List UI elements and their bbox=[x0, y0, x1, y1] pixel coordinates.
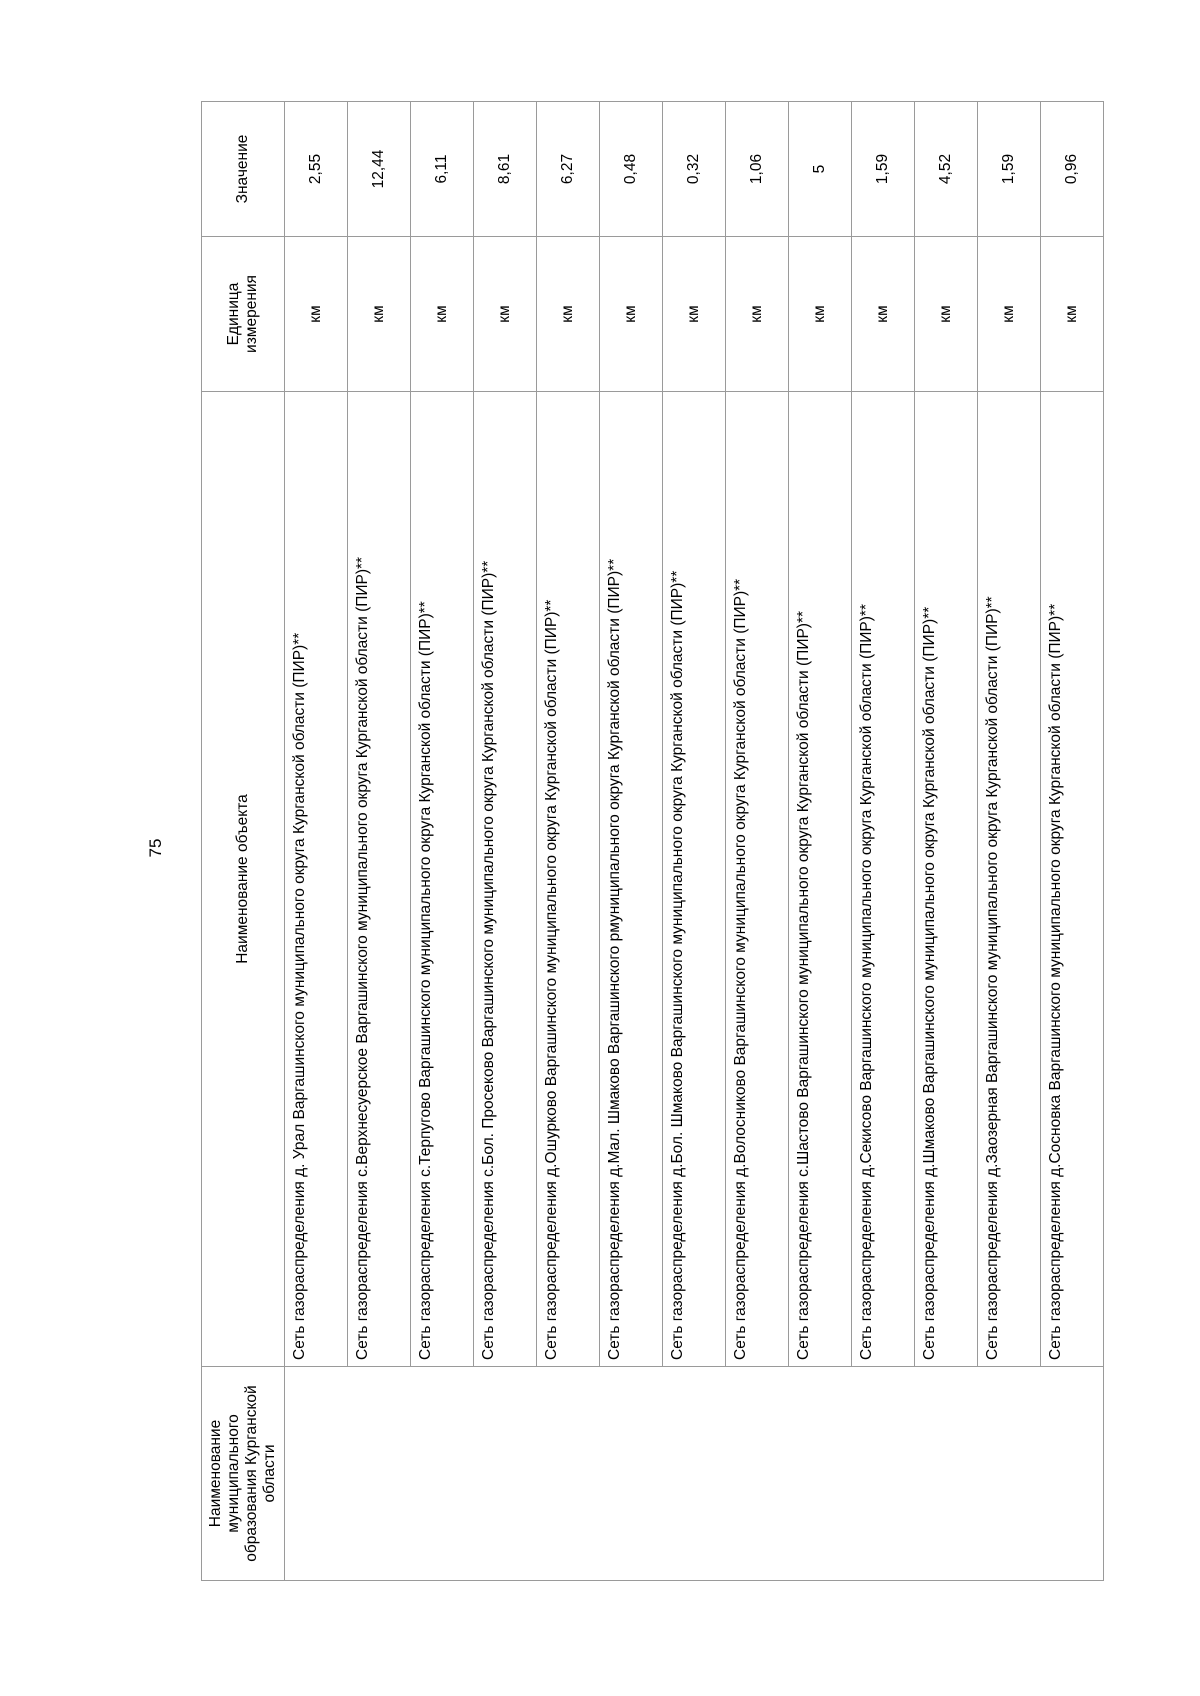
value-cell: 0,96 bbox=[1041, 102, 1104, 237]
object-name-cell: Сеть газораспределения с.Шастово Варгашинского муниципального округа Курганской области (ПИР)** bbox=[789, 392, 852, 1367]
unit-cell: км bbox=[663, 237, 726, 392]
object-name-cell: Сеть газораспределения д.Шмаково Варгашинского муниципального округа Курганской области (ПИР)** bbox=[915, 392, 978, 1367]
table-row bbox=[285, 102, 348, 1581]
objects-table bbox=[201, 101, 1104, 1581]
object-name-cell: Сеть газораспределения д.Ошурково Варгашинского муниципального округа Курганской области (ПИР)** bbox=[537, 392, 600, 1367]
value-cell: 1,06 bbox=[726, 102, 789, 237]
unit-cell: км bbox=[726, 237, 789, 392]
object-name-cell: Сеть газораспределения д.Бол. Шмаково Варгашинского муниципального округа Курганской области (ПИР)** bbox=[663, 392, 726, 1367]
value-cell: 0,48 bbox=[600, 102, 663, 237]
table-row bbox=[726, 102, 789, 1581]
object-name-cell: Сеть газораспределения с.Бол. Просеково Варгашинского муниципального округа Курганской области (ПИР)** bbox=[474, 392, 537, 1367]
object-name-cell: Сеть газораспределения д.Волосниково Варгашинского муниципального округа Курганской области (ПИР)** bbox=[726, 392, 789, 1367]
page-number-text: 75 bbox=[146, 838, 165, 858]
unit-cell: км bbox=[915, 237, 978, 392]
table-row bbox=[537, 102, 600, 1581]
object-name-cell: Сеть газораспределения д. Урал Варгашинского муниципального округа Курганской области (ПИР)** bbox=[285, 392, 348, 1367]
unit-cell: км bbox=[789, 237, 852, 392]
value-cell: 6,11 bbox=[411, 102, 474, 237]
unit-cell: км bbox=[978, 237, 1041, 392]
object-name-cell: Сеть газораспределения д.Заозерная Варгашинского муниципального округа Курганской области (ПИР)** bbox=[978, 392, 1041, 1367]
unit-cell: км bbox=[474, 237, 537, 392]
table-row bbox=[915, 102, 978, 1581]
rotated-table-container bbox=[201, 102, 1104, 1581]
value-cell: 5 bbox=[789, 102, 852, 237]
header-value: Значение bbox=[202, 102, 285, 237]
unit-cell: км bbox=[852, 237, 915, 392]
value-cell: 4,52 bbox=[915, 102, 978, 237]
unit-cell: км bbox=[348, 237, 411, 392]
table-row bbox=[1041, 102, 1104, 1581]
table-row bbox=[663, 102, 726, 1581]
unit-cell: км bbox=[1041, 237, 1104, 392]
unit-cell: км bbox=[537, 237, 600, 392]
object-name-cell: Сеть газораспределения с.Терпугово Варгашинского муниципального округа Курганской области (ПИР)** bbox=[411, 392, 474, 1367]
header-object-name: Наименование объекта bbox=[202, 392, 285, 1367]
unit-cell: км bbox=[411, 237, 474, 392]
table-row bbox=[600, 102, 663, 1581]
object-name-cell: Сеть газораспределения д.Секисово Варгашинского муниципального округа Курганской области (ПИР)** bbox=[852, 392, 915, 1367]
value-cell: 6,27 bbox=[537, 102, 600, 237]
header-unit: Единица измерения bbox=[202, 237, 285, 392]
table-row bbox=[411, 102, 474, 1581]
unit-cell: км bbox=[600, 237, 663, 392]
table-row bbox=[474, 102, 537, 1581]
table-row bbox=[978, 102, 1041, 1581]
table-row bbox=[852, 102, 915, 1581]
object-name-cell: Сеть газораспределения д.Сосновка Варгашинского муниципального округа Курганской области (ПИР)** bbox=[1041, 392, 1104, 1367]
municipality-cell bbox=[285, 1367, 1104, 1581]
object-name-cell: Сеть газораспределения д.Мал. Шмаково Варгашинского рмуниципального округа Курганской области (ПИР)** bbox=[600, 392, 663, 1367]
value-cell: 12,44 bbox=[348, 102, 411, 237]
value-cell: 8,61 bbox=[474, 102, 537, 237]
unit-cell: км bbox=[285, 237, 348, 392]
value-cell: 1,59 bbox=[978, 102, 1041, 237]
value-cell: 1,59 bbox=[852, 102, 915, 237]
table-row bbox=[789, 102, 852, 1581]
value-cell: 0,32 bbox=[663, 102, 726, 237]
header-municipality: Наименование муниципального образования Курганской области bbox=[202, 1367, 285, 1581]
table-row bbox=[348, 102, 411, 1581]
table-header-row bbox=[202, 102, 285, 1581]
value-cell: 2,55 bbox=[285, 102, 348, 237]
object-name-cell: Сеть газораспределения с.Верхнесуерское Варгашинского муниципального округа Курганской области (ПИР)** bbox=[348, 392, 411, 1367]
